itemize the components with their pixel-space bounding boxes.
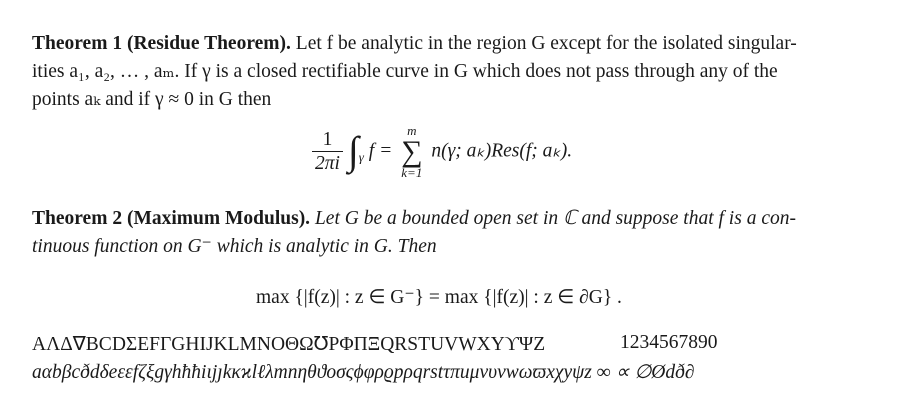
uppercase-glyphs: ΑΛΔ∇BCDΣEFΓGHIJKLMNOΘΩ℧PΦΠΞQRSTUVWXYϒΨZ: [32, 334, 546, 355]
theorem-2-line-1: Let G be a bounded open set in ℂ and suppose that f is a con-: [314, 208, 796, 229]
maximum-modulus-equation: [256, 285, 622, 309]
theorem-1-line-1: Let f be analytic in the region G except for the isolated singular-: [295, 33, 797, 54]
theorem-2-label: Theorem 2: [32, 208, 123, 229]
theorem-1: [32, 30, 890, 114]
lowercase-glyphs: aαbβcðdδeεεfζξgγhħħiιjȷkκϰlℓλmnηθϑoσςϕφρϱpρqrstτπuμνυvwωϖxχyψz ∞ ∝ ∅Ødð∂: [32, 362, 695, 383]
uppercase-glyph-row: [32, 332, 545, 356]
integrand: f =: [368, 140, 393, 162]
theorem-1-line-3: points aₖ and if γ ≈ 0 in G then: [32, 89, 272, 110]
theorem-2: [32, 205, 890, 261]
theorem-2-line-2: tinuous function on G⁻ which is analytic in G. Then: [32, 236, 437, 257]
digit-glyphs: 1234567890: [620, 332, 718, 353]
fraction: [312, 129, 343, 176]
lowercase-glyph-row: [32, 360, 695, 384]
max-equation-text: max {|f(z)| : z ∈ G⁻} = max {|f(z)| : z ∈ ∂G} .: [256, 287, 622, 308]
sum-symbol: ∑: [401, 135, 423, 168]
sum-lower-limit: k=1: [401, 165, 423, 180]
summation: [401, 124, 422, 180]
integral-sign: ∫: [347, 127, 359, 173]
sum-upper-limit: m: [407, 123, 417, 138]
residue-equation: [312, 124, 572, 180]
theorem-1-label: Theorem 1: [32, 33, 123, 54]
theorem-2-name: (Maximum Modulus).: [126, 208, 311, 229]
theorem-1-line-2: ities a₁, a₂, … , aₘ. If γ is a closed rectifiable curve in G which does not pass through any of the: [32, 61, 778, 82]
fraction-denominator: 2πi: [315, 152, 340, 174]
equation-rhs: n(γ; aₖ)Res(f; aₖ).: [431, 140, 573, 162]
integral-subscript: γ: [358, 149, 364, 165]
theorem-1-name: (Residue Theorem).: [126, 33, 291, 54]
fraction-numerator: 1: [312, 129, 343, 152]
